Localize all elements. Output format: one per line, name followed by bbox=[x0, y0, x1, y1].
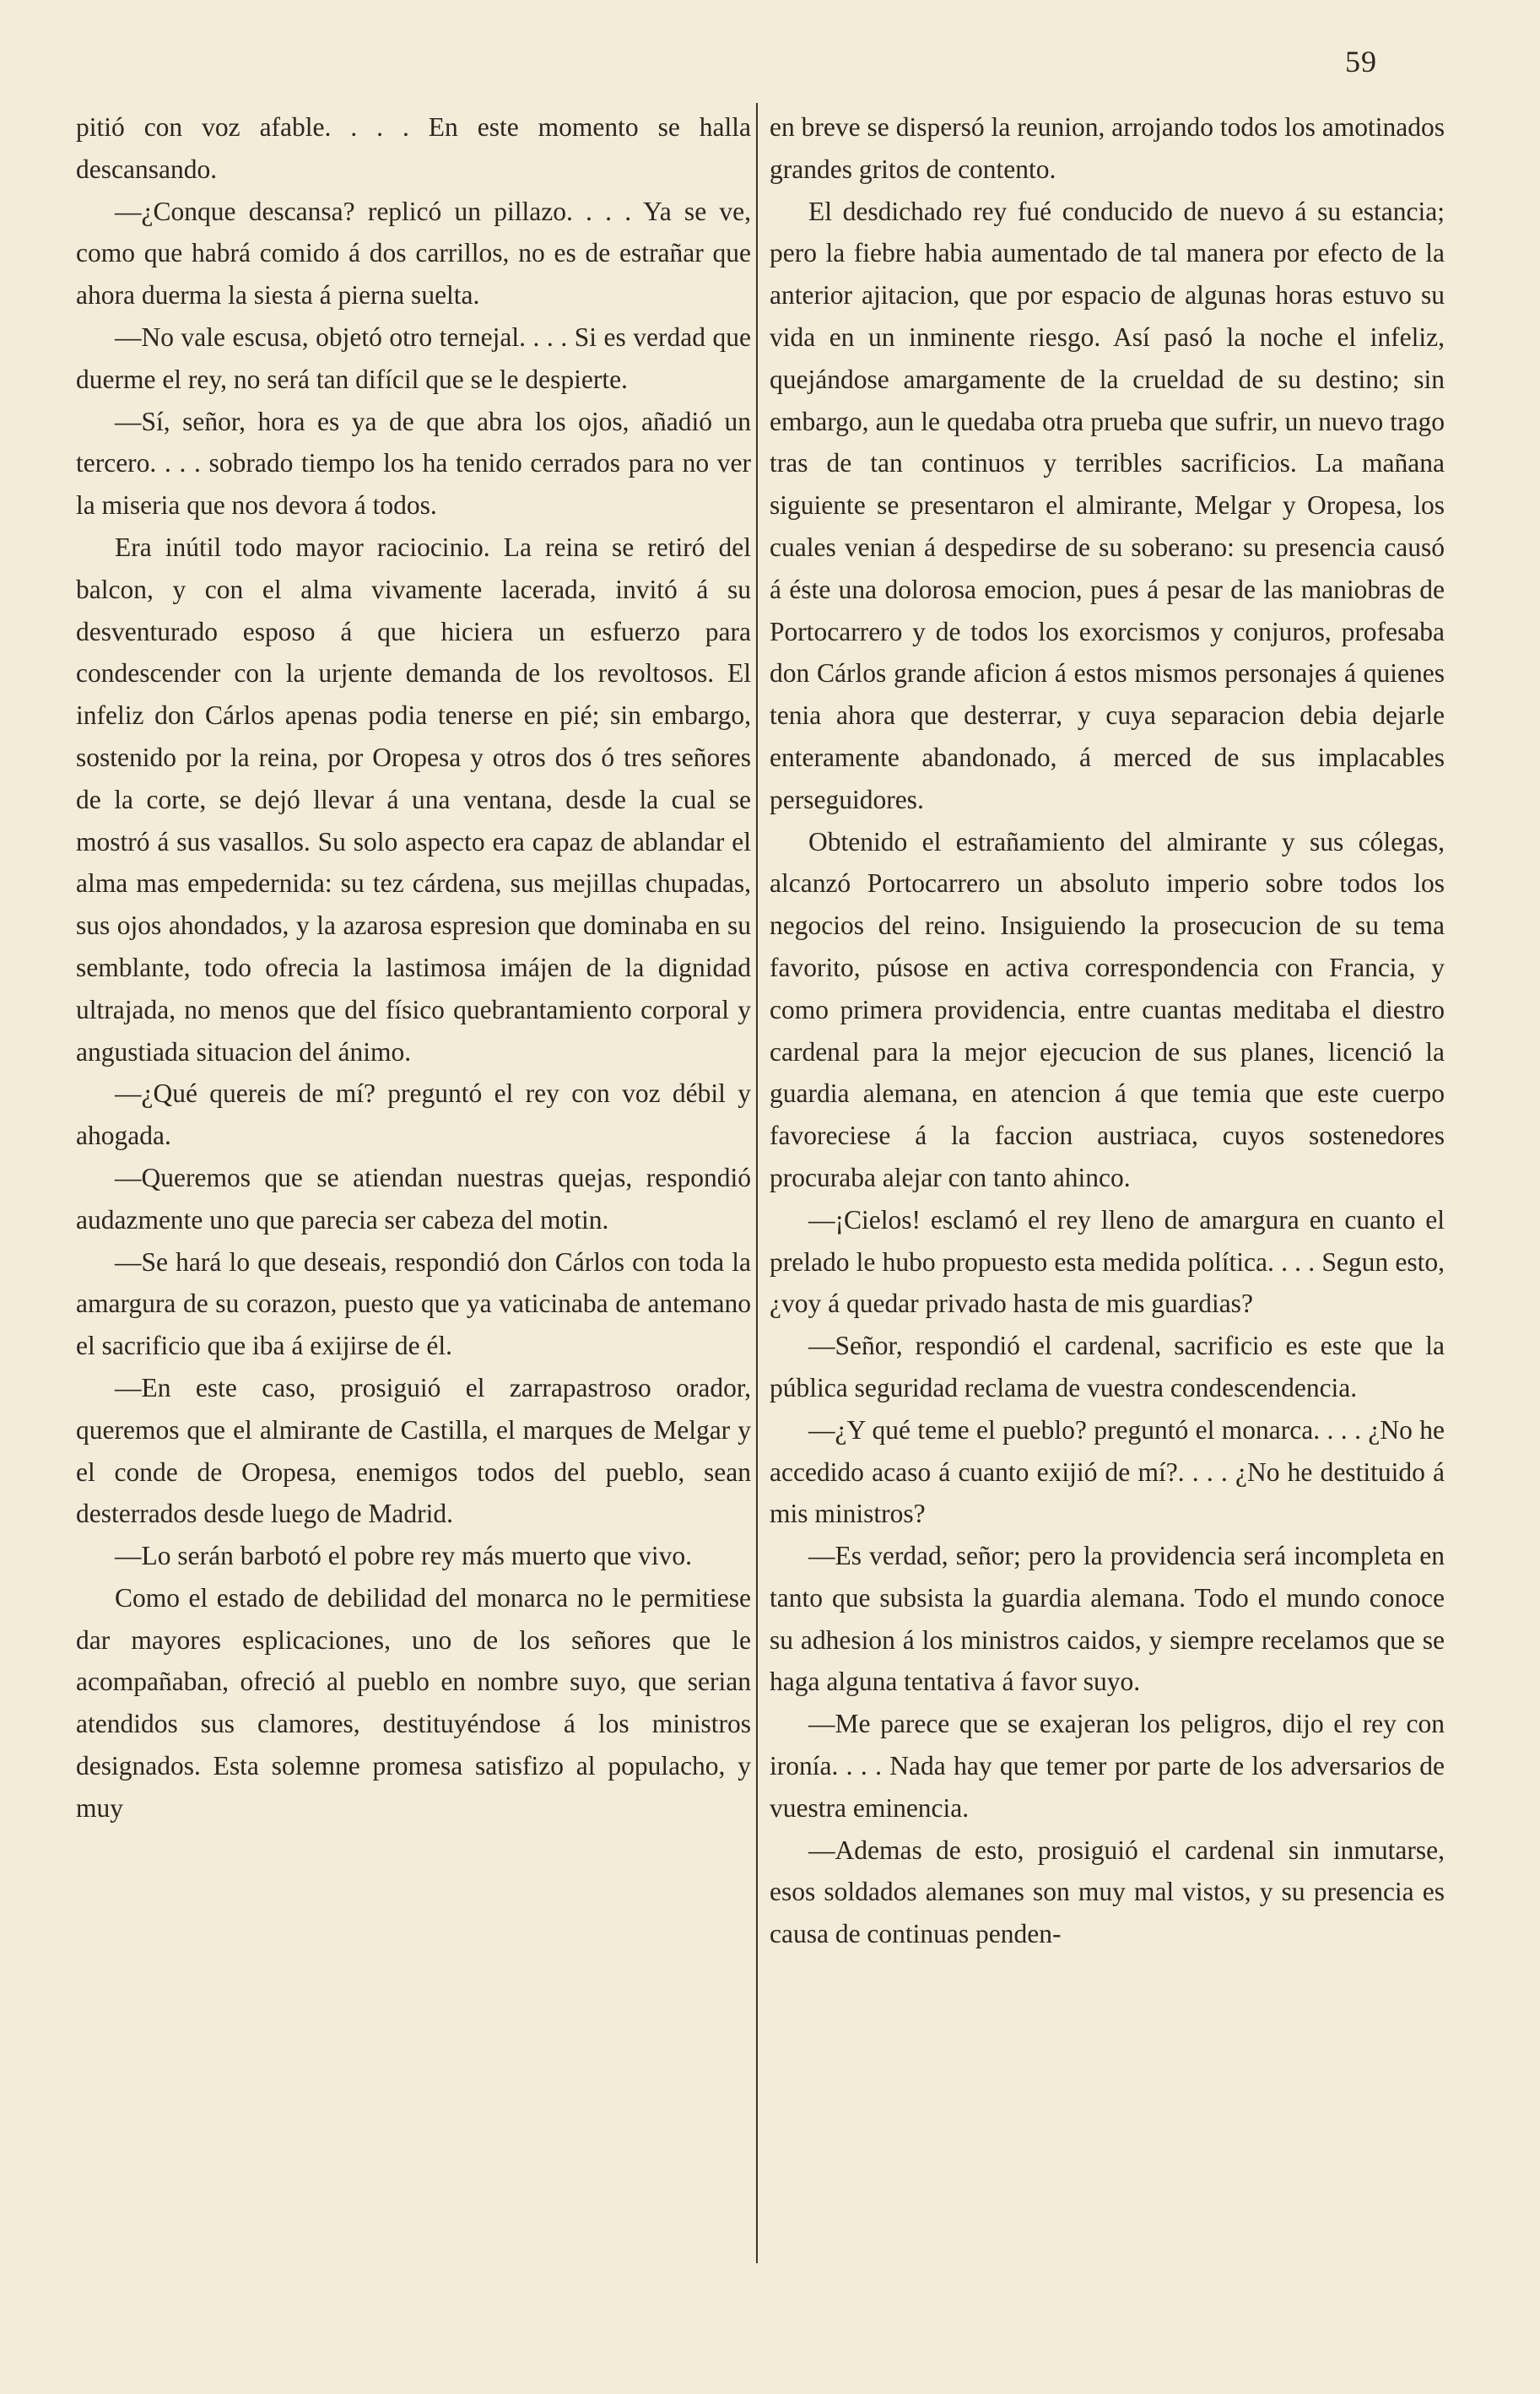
paragraph: —Ademas de esto, prosiguió el cardenal sin inmutarse, esos soldados alemanes son muy mal vistos, y su presencia es causa de continuas penden- bbox=[770, 1835, 1445, 1949]
left-column bbox=[76, 106, 751, 1829]
paragraph: —Lo serán barbotó el pobre rey más muerto que vivo. bbox=[115, 1541, 693, 1571]
paragraph: Como el estado de debilidad del monarca no le permitiese dar mayores esplicaciones, uno de los señores que le acompañaban, ofreció al pueblo en nombre suyo, que serian atendidos sus clamores, destituyéndose á los ministros designados. Esta solemne promesa satisfizo al populacho, y muy bbox=[76, 1582, 751, 1823]
paragraph: —Queremos que se atiendan nuestras quejas, respondió audazmente uno que parecia ser cabeza del motin. bbox=[76, 1162, 751, 1235]
paragraph: en breve se dispersó la reunion, arrojando todos los amotinados grandes gritos de contento. bbox=[770, 112, 1445, 184]
paragraph: —Me parece que se exajeran los peligros, dijo el rey con ironía. . . . Nada hay que temer por parte de los adversarios de vuestra eminencia. bbox=[770, 1709, 1445, 1823]
paragraph: Era inútil todo mayor raciocinio. La reina se retiró del balcon, y con el alma vivamente lacerada, invitó á su desventurado esposo á que hiciera un esfuerzo para condescender con la urjente demanda de los revoltosos. El infeliz don Cárlos apenas podia tenerse en pié; sin embargo, sostenido por la reina, por Oropesa y otros dos ó tres señores de la corte, se dejó llevar á una ventana, desde la cual se mostró á sus vasallos. Su solo aspecto era capaz de ablandar el alma mas empedernida: su tez cárdena, sus mejillas chupadas, sus ojos ahondados, y la azarosa espresion que dominaba en su semblante, todo ofrecia la lastimosa imájen de la dignidad ultrajada, no menos que del físico quebrantamiento corporal y angustiada situacion del ánimo. bbox=[76, 532, 751, 1067]
paragraph: —¿Y qué teme el pueblo? preguntó el monarca. . . . ¿No he accedido acaso á cuanto exijió de mí?. . . . ¿No he destituido á mis ministros? bbox=[770, 1414, 1445, 1529]
paragraph: —En este caso, prosiguió el zarrapastroso orador, queremos que el almirante de Castilla, el marques de Melgar y el conde de Oropesa, enemigos todos del pueblo, sean desterrados desde luego de Madrid. bbox=[76, 1372, 751, 1529]
paragraph: —¿Qué quereis de mí? preguntó el rey con voz débil y ahogada. bbox=[76, 1078, 751, 1151]
right-column bbox=[770, 106, 1445, 1955]
paragraph: El desdichado rey fué conducido de nuevo á su estancia; pero la fiebre habia aumentado de tal manera por efecto de la anterior ajitacion, que por espacio de algunas horas estuvo su vida en un inminente riesgo. Así pasó la noche el infeliz, quejándose amargamente de la crueldad de su destino; sin embargo, aun le quedaba otra prueba que sufrir, un nuevo trago tras de tan continuos y terribles sacrificios. La mañana siguiente se presentaron el almirante, Melgar y Oropesa, los cuales venian á despedirse de su soberano: su presencia causó á éste una dolorosa emocion, pues á pesar de las maniobras de Portocarrero y de todos los exorcismos y conjuros, profesaba don Cárlos grande aficion á estos mismos personajes á quienes tenia ahora que desterrar, y cuya separacion debia dejarle enteramente abandonado, á merced de sus implacables perseguidores. bbox=[770, 196, 1445, 814]
paragraph: —¡Cielos! esclamó el rey lleno de amargura en cuanto el prelado le hubo propuesto esta medida política. . . . Segun esto, ¿voy á quedar privado hasta de mis guardias? bbox=[770, 1204, 1445, 1319]
paragraph: —Es verdad, señor; pero la providencia será incompleta en tanto que subsista la guardia alemana. Todo el mundo conoce su adhesion á los ministros caidos, y siempre recelamos que se haga alguna tentativa á favor suyo. bbox=[770, 1541, 1445, 1697]
column-divider bbox=[756, 103, 758, 2263]
paragraph: —Señor, respondió el cardenal, sacrificio es este que la pública seguridad reclama de vuestra condescendencia. bbox=[770, 1331, 1445, 1402]
paragraph: Obtenido el estrañamiento del almirante y sus cólegas, alcanzó Portocarrero un absoluto imperio sobre todos los negocios del reino. Insiguiendo la prosecucion de su tema favorito, púsose en activa correspondencia con Francia, y como primera providencia, entre cuantas meditaba el diestro cardenal para la mejor ejecucion de sus planes, licenció la guardia alemana, en atencion á que temia que este cuerpo favoreciese á la faccion austriaca, cuyos sostenedores procuraba alejar con tanto ahinco. bbox=[770, 826, 1445, 1192]
paragraph: —¿Conque descansa? replicó un pillazo. . . . Ya se ve, como que habrá comido á dos carrillos, no es de estrañar que ahora duerma la siesta á pierna suelta. bbox=[76, 196, 751, 311]
page-number: 59 bbox=[1345, 45, 1377, 78]
paragraph: —No vale escusa, objetó otro ternejal. . . . Si es verdad que duerme el rey, no será tan difícil que se le despierte. bbox=[76, 322, 751, 394]
paragraph: —Se hará lo que deseais, respondió don Cárlos con toda la amargura de su corazon, puesto que ya vaticinaba de antemano el sacrificio que iba á exijirse de él. bbox=[76, 1246, 751, 1361]
paragraph: pitió con voz afable. . . . En este momento se halla descansando. bbox=[76, 112, 751, 184]
paragraph: —Sí, señor, hora es ya de que abra los ojos, añadió un tercero. . . . sobrado tiempo los ha tenido cerrados para no ver la miseria que nos devora á todos. bbox=[76, 406, 751, 521]
